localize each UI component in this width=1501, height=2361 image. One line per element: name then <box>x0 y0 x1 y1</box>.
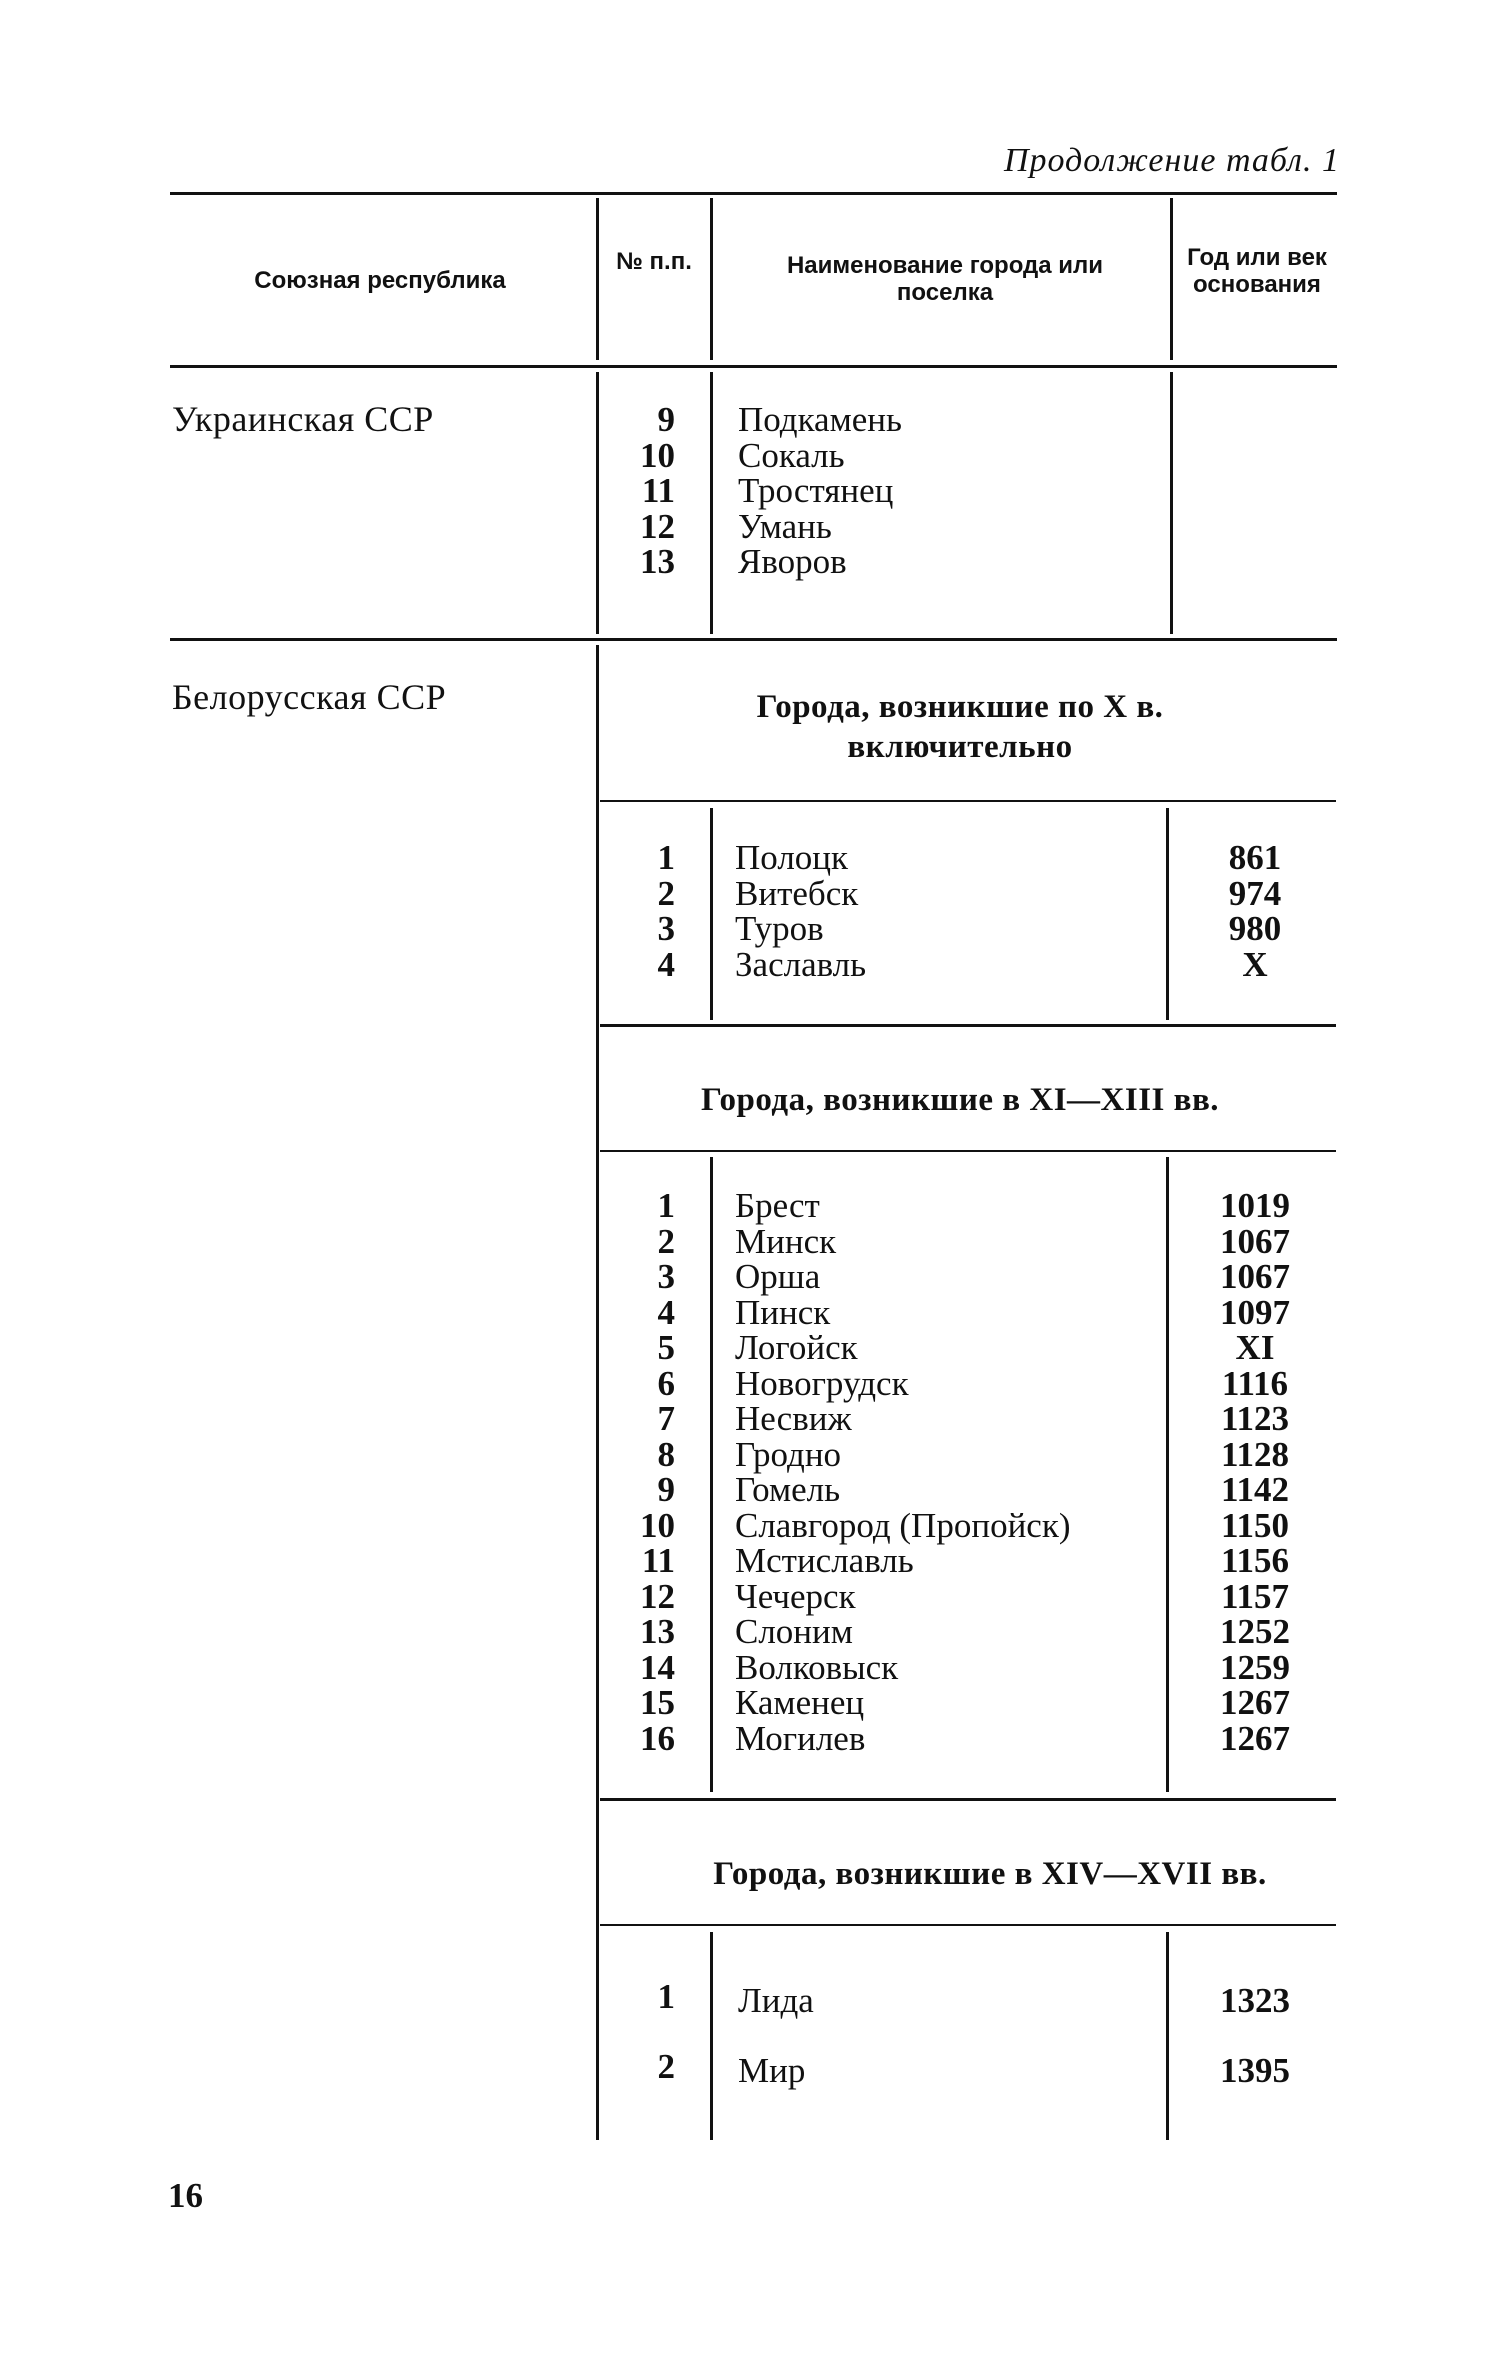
city-name: Гомель <box>735 1470 841 1509</box>
header-bottom-rule <box>170 365 1337 368</box>
ukraine-divider-3 <box>1170 372 1173 634</box>
row-number: 5 <box>657 1328 675 1367</box>
city-name: Слоним <box>735 1612 853 1651</box>
section3-rule <box>600 1924 1336 1926</box>
founding-year: 1323 <box>1220 1981 1290 2020</box>
founding-year: 1097 <box>1220 1292 1290 1332</box>
section2-rule <box>600 1150 1336 1152</box>
row-number: 13 <box>640 1612 675 1651</box>
row-number: 13 <box>640 542 675 581</box>
section1-names <box>735 840 866 982</box>
row-number: 14 <box>640 1647 675 1687</box>
city-name: Орша <box>735 1257 821 1296</box>
section1-bottom-rule <box>600 1024 1336 1027</box>
section-title-x-century: Города, возникшие по X в. включительно <box>756 689 1164 765</box>
belarus-left-divider <box>596 645 599 2140</box>
row-number: 3 <box>657 1257 675 1296</box>
row-number: 4 <box>657 1292 675 1332</box>
founding-year: 1067 <box>1220 1221 1290 1261</box>
founding-year: 1156 <box>1220 1541 1290 1580</box>
founding-year: 1259 <box>1220 1647 1290 1687</box>
founding-year: 1019 <box>1220 1186 1290 1225</box>
founding-year: XI <box>1235 1328 1275 1367</box>
founding-year: 1157 <box>1220 1576 1290 1616</box>
city-name: Подкамень <box>738 400 902 439</box>
founding-year: 1067 <box>1220 1257 1290 1296</box>
city-name: Сокаль <box>738 435 845 475</box>
city-name: Логойск <box>735 1328 858 1367</box>
row-number: 3 <box>657 909 675 948</box>
city-name: Чечерск <box>735 1576 856 1616</box>
row-number: 15 <box>640 1683 675 1722</box>
row-number: 16 <box>640 1718 675 1758</box>
row-number: 7 <box>657 1399 675 1438</box>
city-name: Пинск <box>735 1292 831 1332</box>
founding-year: 861 <box>1228 838 1282 877</box>
ukraine-divider-1 <box>596 372 599 634</box>
founding-year: 1267 <box>1220 1718 1290 1758</box>
city-name: Славгород (Пропойск) <box>735 1505 1071 1545</box>
founding-year: 1116 <box>1221 1363 1289 1403</box>
section2-numbers <box>610 1188 675 1756</box>
section3-divider-1 <box>710 1932 713 2140</box>
ukraine-numbers <box>610 402 675 580</box>
section1-divider-1 <box>710 808 713 1020</box>
city-name: Заславль <box>735 944 867 984</box>
founding-year: 974 <box>1228 873 1282 913</box>
city-name: Гродно <box>735 1434 842 1474</box>
city-name: Каменец <box>735 1683 865 1722</box>
header-republic: Союзная республика <box>254 267 506 294</box>
page-number: 16 <box>168 2176 203 2215</box>
city-name: Яворов <box>738 542 847 581</box>
row-number: 1 <box>657 1186 675 1225</box>
row-number: 10 <box>640 435 675 475</box>
republic-belarus: Белорусская ССР <box>172 677 447 717</box>
section2-names <box>735 1188 1071 1756</box>
row-number: 11 <box>641 1541 675 1580</box>
row-number: 12 <box>640 1576 675 1616</box>
row-number: 2 <box>657 1221 675 1261</box>
founding-year: 1142 <box>1220 1470 1290 1509</box>
city-name: Витебск <box>735 873 859 913</box>
city-name: Мстиславль <box>735 1541 914 1580</box>
section3-numbers <box>610 1962 675 2102</box>
founding-year: 980 <box>1228 909 1282 948</box>
row-number: 1 <box>657 1977 675 2016</box>
section3-years <box>1190 1966 1320 2106</box>
ukraine-bottom-rule <box>170 638 1337 641</box>
section3-divider-2 <box>1166 1932 1169 2140</box>
city-name: Лида <box>738 1981 814 2020</box>
city-name: Несвиж <box>735 1399 852 1438</box>
header-divider-1 <box>596 198 599 360</box>
city-name: Волковыск <box>735 1647 899 1687</box>
row-number: 11 <box>641 471 675 510</box>
row-number: 12 <box>640 506 675 546</box>
section2-bottom-rule <box>600 1798 1336 1801</box>
city-name: Полоцк <box>735 838 849 877</box>
row-number: 9 <box>657 400 675 439</box>
section-title-xi-xiii: Города, возникшие в XI—XIII вв. <box>700 1082 1220 1118</box>
ukraine-divider-2 <box>710 372 713 634</box>
row-number: 2 <box>657 2047 675 2086</box>
ukraine-names <box>738 402 902 580</box>
city-name: Могилев <box>735 1718 866 1758</box>
row-number: 4 <box>657 944 675 984</box>
header-top-rule <box>170 192 1337 195</box>
section1-numbers <box>610 840 675 982</box>
city-name: Туров <box>735 909 824 948</box>
header-divider-2 <box>710 198 713 360</box>
city-name: Тростянец <box>738 471 894 510</box>
city-name: Новогрудск <box>735 1363 909 1403</box>
row-number: 1 <box>657 838 675 877</box>
header-divider-3 <box>1170 198 1173 360</box>
section1-rule <box>600 800 1336 802</box>
section1-years <box>1190 840 1320 982</box>
row-number: 8 <box>657 1434 675 1474</box>
city-name: Минск <box>735 1221 837 1261</box>
founding-year: X <box>1242 944 1268 984</box>
section-title-xiv-xvii: Города, возникшие в XIV—XVII вв. <box>713 1856 1267 1892</box>
row-number: 9 <box>657 1470 675 1509</box>
header-number: № п.п. <box>616 248 692 275</box>
city-name: Брест <box>735 1186 820 1225</box>
founding-year: 1150 <box>1220 1505 1290 1545</box>
section2-years <box>1190 1188 1320 1756</box>
section1-divider-2 <box>1166 808 1169 1020</box>
republic-ukraine: Украинская ССР <box>172 399 434 439</box>
row-number: 6 <box>657 1363 675 1403</box>
founding-year: 1395 <box>1220 2051 1290 2090</box>
header-year: Год или век основания <box>1187 244 1327 298</box>
table-caption: Продолжение табл. 1 <box>1003 142 1340 179</box>
section3-names <box>738 1966 814 2106</box>
section2-divider-1 <box>710 1157 713 1792</box>
founding-year: 1128 <box>1220 1434 1290 1474</box>
city-name: Мир <box>738 2051 806 2090</box>
header-name: Наименование города или поселка <box>786 252 1104 306</box>
section2-divider-2 <box>1166 1157 1169 1792</box>
row-number: 2 <box>657 873 675 913</box>
city-name: Умань <box>738 506 832 546</box>
founding-year: 1267 <box>1220 1683 1290 1722</box>
founding-year: 1123 <box>1220 1399 1290 1438</box>
founding-year: 1252 <box>1220 1612 1290 1651</box>
row-number: 10 <box>640 1505 675 1545</box>
